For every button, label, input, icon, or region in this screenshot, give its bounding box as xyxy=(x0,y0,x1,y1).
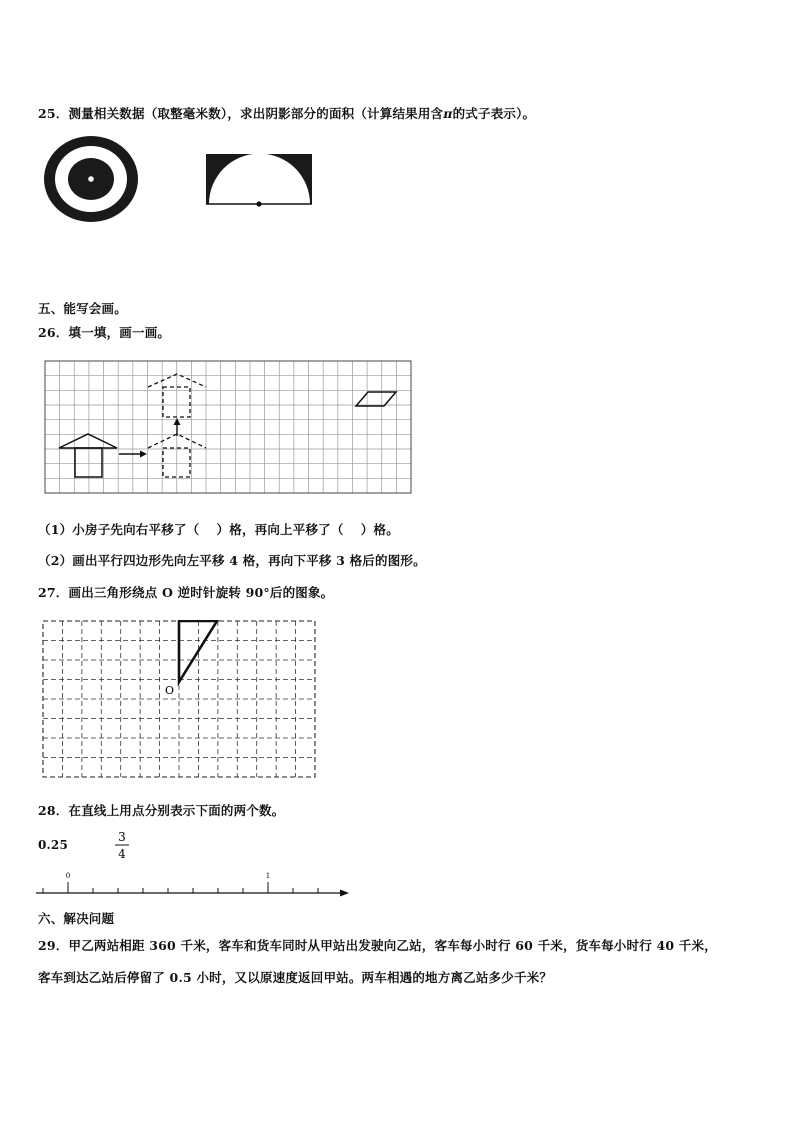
semicircle-figure xyxy=(202,150,317,210)
q25-text-b: 的式子表示）。 xyxy=(452,106,536,121)
number-line xyxy=(34,868,354,902)
parallelogram xyxy=(356,392,396,406)
rotation-grid xyxy=(42,620,318,780)
q25-text xyxy=(38,104,535,122)
ring-figure xyxy=(40,135,145,225)
house-roof xyxy=(59,434,117,448)
q26-sub2: （2）画出平行四边形先向左平移 4 格，再向下平移 3 格后的图形。 xyxy=(38,553,426,568)
fraction-three-quarters xyxy=(110,826,134,866)
pi-symbol: π xyxy=(443,106,453,121)
translation-grid xyxy=(44,360,414,496)
q26-sub1: （1）小房子先向右平移了（ ）格，再向上平移了（ ）格。 xyxy=(38,522,399,537)
fraction-denominator: 4 xyxy=(118,847,126,861)
section-5-heading: 五、能写会画。 xyxy=(38,301,127,316)
point-o-label: O xyxy=(165,684,175,697)
q27-title: 27．画出三角形绕点 O 逆时针旋转 90°后的图象。 xyxy=(38,585,334,600)
q29-line1: 29．甲乙两站相距 360 千米，客车和货车同时从甲站出发驶向乙站，客车每小时行 60 千米，货车每小时行 40 千米， xyxy=(38,938,717,953)
tick-label-1: 1 xyxy=(265,872,271,880)
q29-line2: 客车到达乙站后停留了 0.5 小时，又以原速度返回甲站。两车相遇的地方离乙站多少千米？ xyxy=(38,970,553,985)
house-body xyxy=(75,448,102,477)
q26-title: 26．填一填，画一画。 xyxy=(38,325,171,340)
q25-text-a: 25．测量相关数据（取整毫米数），求出阴影部分的面积（计算结果用含 xyxy=(38,106,444,121)
fraction-numerator: 3 xyxy=(118,830,126,844)
section-6-heading: 六、解决问题 xyxy=(38,911,115,926)
triangle xyxy=(179,621,217,682)
tick-label-0: 0 xyxy=(65,872,71,880)
q28-title: 28．在直线上用点分别表示下面的两个数。 xyxy=(38,803,285,818)
decimal-number: 0.25 xyxy=(38,838,69,852)
